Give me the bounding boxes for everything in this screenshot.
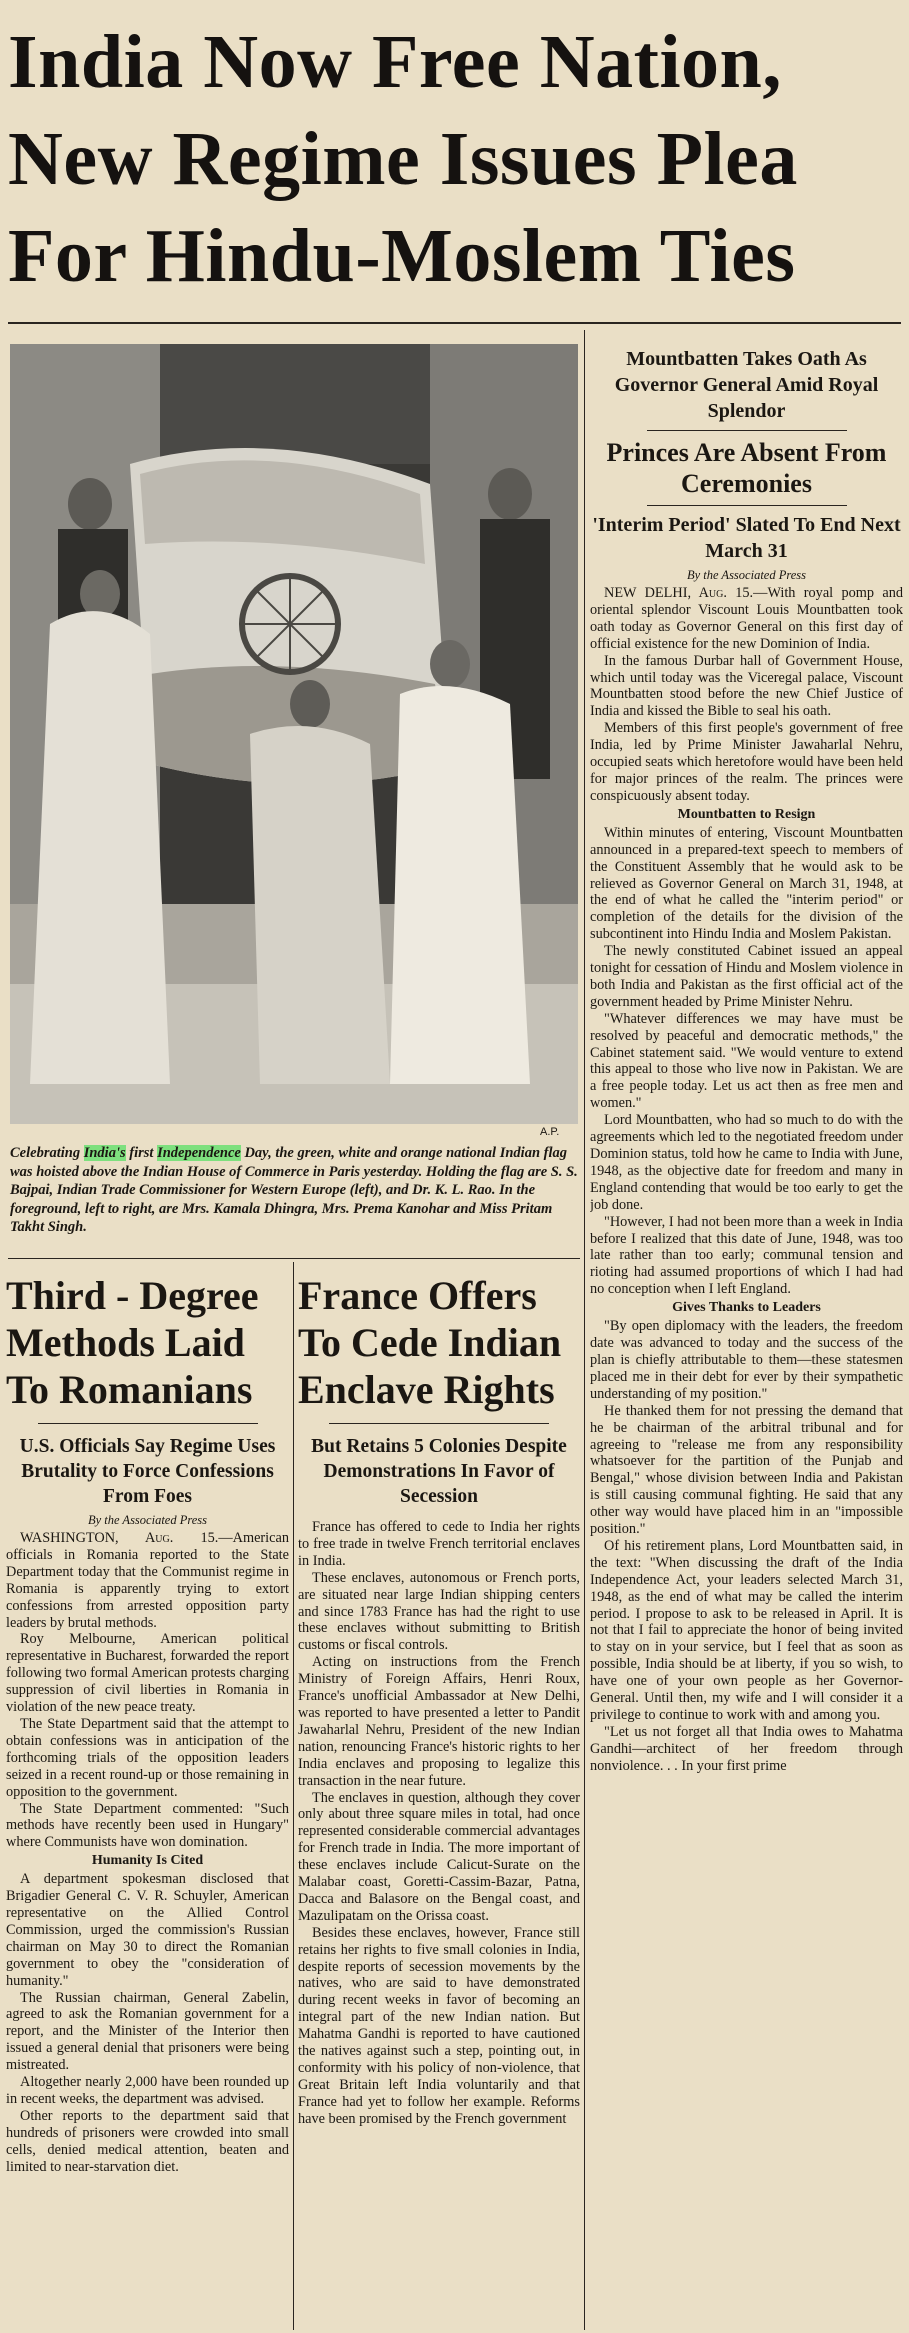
story-paragraph: Besides these enclaves, however, France still retains her rights to five small colonies in India, despite reports of secession movements by the natives, who are said to have demonstrated during recent weeks in favor of becoming an integral part of the new Indian nation. But Mahatma Gandhi is reported to have cautioned the natives against such a step, pointing out, in conformity with his policy of non-violence, that Great Britain left India voluntarily and that France had yet to follow her example. Reforms have been promised by the French government [298,1924,580,2127]
paragraph-text: —With royal pomp and oriental splendor Viscount Louis Mountbatten took oath today as Governor General on this first day of official existence for the new Dominion of India. [590,585,903,652]
romanians-story-body [6,1530,289,2275]
caption-text: Day, the green, white and orange national Indian flag was hoisted above the Indian House of Commerce in Paris yesterday. Holding the flag are S. S. Bajpai, Indian Trade Commissioner for Western Europe (left), and Dr. K. L. Rao. In the foreground, left to right, are Mrs. Kamala Dhingra, Mrs. Prema Kanohar and Miss Pritam Takht Singh. [10,1145,578,1235]
subheading: Mountbatten to Resign [677,806,816,822]
byline: By the Associated Press [87,1513,208,1527]
column-rule [293,1262,294,2330]
story-paragraph: In the famous Durbar hall of Government House, which until today was the Viceregal palace, Viscount Mountbatten stood before the new Chief Justice of India and kissed the Bible to seal his oath. [590,652,903,720]
france-headline [298,1272,580,1413]
story-paragraph: Lord Mountbatten, who had so much to do with the agreements which led to the negotiated freedom under Dominion status, told how he came to India with June, 1948, as the objective date for freedom and many in England contending that would be too early to get the job done. [590,1112,903,1213]
story-paragraph: France has offered to cede to India her rights to free trade in twelve French territorial enclaves in India. [298,1519,580,1569]
story-paragraph: A department spokesman disclosed that Brigadier General C. V. R. Schuyler, American representative on the Allied Control Commission, urged the commission's Russian chairman on May 30 to direct the Romanian government to obey the "consideration of humanity." [6,1871,289,1989]
dateline: WASHINGTON, Aug. 15. [20,1530,219,1546]
headline-divider [38,1423,258,1424]
story-paragraph: Other reports to the department said that hundreds of prisoners were crowded into small cells, denied medical attention, beaten and limited to near-starvation diet. [6,2107,289,2175]
headline-text: Third - Degree Methods Laid To Romanians [6,1273,259,1412]
headline-divider [647,505,847,506]
story-paragraph: The State Department commented: "Such methods have recently been used in Hungary" where Communists have won domination. [6,1800,289,1851]
story-paragraph: Members of this first people's government of free India, led by Prime Minister Jawaharlal Nehru, occupied seats which heretofore would have been held for major princes of the realm. The princes were conspicuously absent today. [590,720,903,804]
headline-line-1: India Now Free Nation, [8,20,782,104]
headline-line-2: New Regime Issues Plea [8,117,798,201]
caption-highlight: Independence [157,1145,241,1161]
subheading: Gives Thanks to Leaders [672,1300,821,1316]
story-paragraph [590,585,903,653]
france-story-column [298,1272,580,2289]
story-paragraph [6,1530,289,1631]
romanians-story-column [6,1272,289,2275]
caption-text: first [125,1145,158,1161]
column-rule [584,330,585,2330]
romanians-headline [6,1272,289,1413]
byline: By the Associated Press [686,568,807,582]
story-paragraph: Within minutes of entering, Viscount Mountbatten announced in a prepared-text speech to members of the Constituent Assembly that he would ask to be relieved as Governor General on March 31, 1948, at the end of what he called the "interim period" or completion of the details for the division of the subcontinent into Hindu India and Moslem Pakistan. [590,824,903,943]
caption-text: Celebrating [10,1145,84,1161]
mountbatten-story-column [590,346,903,2237]
princes-headline: Princes Are Absent From Ceremonies [606,438,887,498]
caption-highlight: India's [83,1145,126,1161]
story-paragraph: The newly constituted Cabinet issued an appeal tonight for cessation of Hindu and Moslem violence in both India and Pakistan as the first official act of the government headed by Prime Minister Nehru. [590,943,903,1010]
story-paragraph: Acting on instructions from the French Ministry of Foreign Affairs, Henri Roux, France's unofficial Ambassador at New Delhi, was reported to have presented a letter to Pandit Jawaharlal Nehru, President of the new Indian nation, renouncing France's historic rights to her India enclaves and proposing to legalize this transaction in the near future. [298,1654,580,1789]
headline-divider [647,430,847,431]
headline-line-3: For Hindu-Moslem Ties [8,214,796,298]
interim-period-headline: 'Interim Period' Slated To End Next March 31 [592,514,901,562]
headline-rule [8,322,901,324]
france-deck: But Retains 5 Colonies Despite Demonstrations In Favor of Secession [311,1436,567,1507]
story-paragraph: "However, I had not been more than a week in India before I realized that this date of June, 1948, was too late rather than too early; communal tension and rioting had assumed proportions of which I had had no conception when I left England. [590,1213,903,1298]
story-paragraph: Altogether nearly 2,000 have been rounded up in recent weeks, the department was advised. [6,2074,289,2107]
story-paragraph: The Russian chairman, General Zabelin, agreed to ask the Romanian government for a report, and the Minister of the Interior then issued a general denial that prisoners were being mistreated. [6,1989,289,2074]
front-page-headline [8,14,898,305]
romanians-deck: U.S. Officials Say Regime Uses Brutality to Force Confessions From Foes [19,1436,276,1507]
subheading: Humanity Is Cited [91,1853,204,1869]
story-paragraph: The State Department said that the attempt to obtain confessions was in anticipation of the forthcoming trials of the opposition leaders seized in a recent round-up or those remaining in opposition to the government. [6,1715,289,1800]
story-paragraph: He thanked them for not pressing the demand that he be chairman of the arbitral tribunal and for agreeing to "release me from any responsibility whatsoever for the partition of the Punjab and Bengal," whose division between India and Pakistan is still causing communal fighting. He said that any other way would have placed him in an "impossible position." [590,1402,903,1538]
headline-text: France Offers To Cede Indian Enclave Rights [298,1273,562,1412]
story-paragraph: "Let us not forget all that India owes to Mahatma Gandhi—architect of her freedom through nonviolence. . . In your first prime [590,1723,903,1774]
story-paragraph: "By open diplomacy with the leaders, the freedom date was advanced to today and the success of the plan is chiefly attributable to them—these statesmen placed me in their debt for ever by their sympathetic understanding of my position." [590,1318,903,1402]
story-paragraph: The enclaves in question, although they cover only about three square miles in total, had once represented considerable commercial advantages for French trade in India. The more important of these enclaves include Calicut-Surate on the Malabar coast, Goretti-Cassim-Bazar, Patna, Dacca and Balasore on the Bengal coast, and Mazulipatam on the Orissa coast. [298,1789,580,1924]
france-story-body [298,1519,580,2289]
story-paragraph: Of his retirement plans, Lord Mountbatten said, in the text: "When discussing the draft of the India Independence Act, your leaders selected March 31, 1948, as the end of what may be called the interim period. I propose to ask to be released in April. It is not that I fail to appreciate the honor of being invited to stay on in your service, but I feel that as soon as possible, India should be at liberty, if you so wish, to have one of your own people as her Governor-General. Until then, my wife and I will consider it a privilege to continue to work with and among you. [590,1537,903,1723]
flag-photograph [10,344,578,1124]
mountbatten-headline: Mountbatten Takes Oath As Governor General Amid Royal Splendor [614,348,879,422]
story-paragraph: "Whatever differences we may have must be resolved by peaceful and democratic methods," the Cabinet statement said. "We would venture to extend this appeal to those who live now in Pakistan. We are a free people today. Let us act then as free men and women." [590,1010,903,1112]
dateline: NEW DELHI, Aug. 15. [604,585,754,601]
mountbatten-story-body [590,585,903,2237]
headline-divider [329,1423,549,1424]
caption-rule [8,1258,580,1259]
paragraph-text: —American officials in Romania reported to the State Department today that the Communist regime in Romania is apparently trying to extort confessions from arrested opposition party leaders by brutal methods. [6,1530,289,1631]
photo-credit: A.P. [540,1126,560,1138]
photo-caption [10,1144,578,1237]
story-paragraph: Roy Melbourne, American political representative in Bucharest, forwarded the report following two formal American protests charging suppression of civil liberties in Romania in violation of the new peace treaty. [6,1631,289,1716]
flag-ceremony-image [10,344,578,1124]
story-paragraph: These enclaves, autonomous or French ports, are situated near large Indian shipping centers and since 1783 France has had the right to use these enclaves without submitting to British customs or fiscal controls. [298,1569,580,1654]
